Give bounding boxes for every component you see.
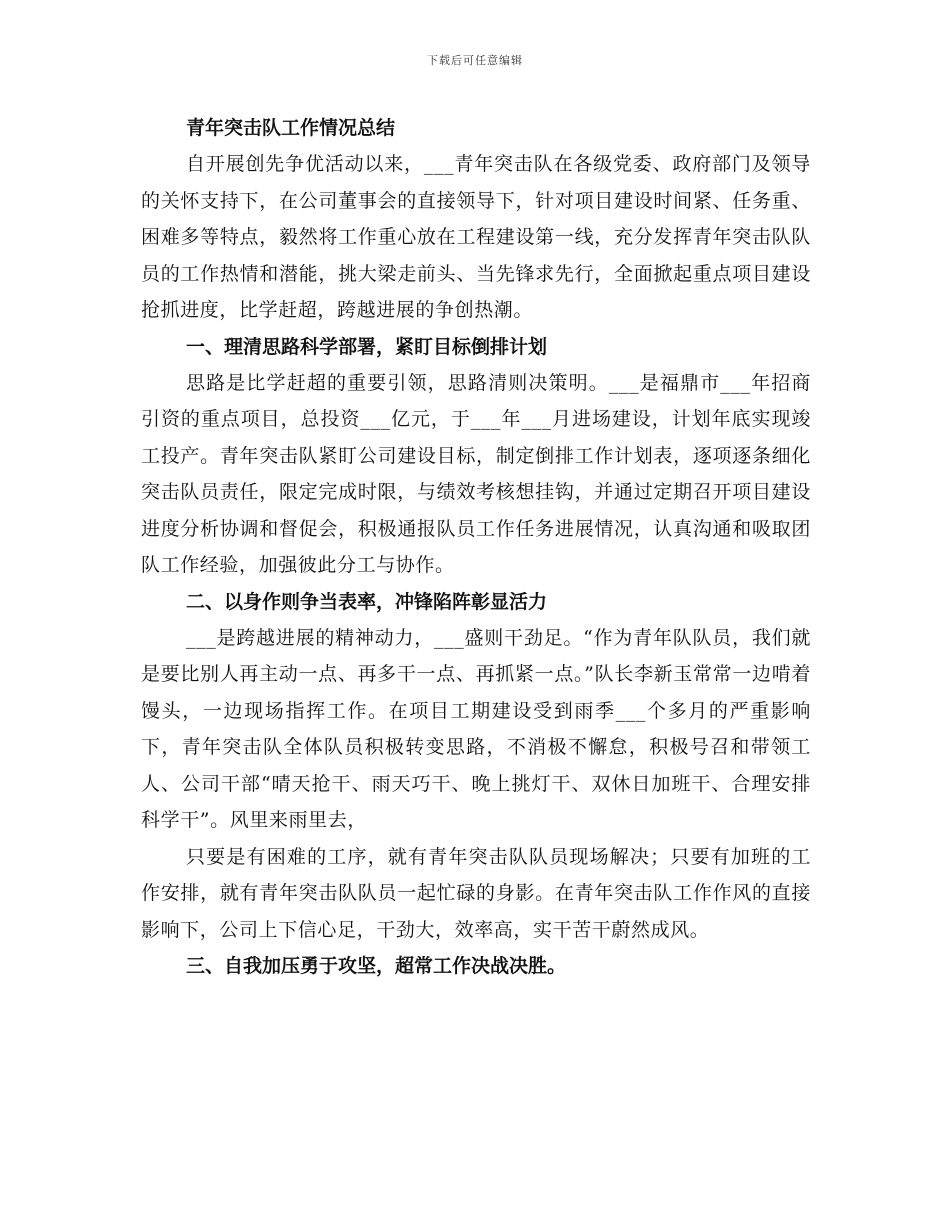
page-header-note: 下载后可任意编辑 (427, 54, 523, 67)
section-2-paragraph-1: ___是跨越进展的精神动力，___盛则干劲足。“作为青年队队员，我们就是要比别人再主动一点、再多干一点、再抓紧一点。”队长李新玉常常一边啃着馒头，一边现场指挥工作。在项目工期建设受到雨季___个多月的严重影响下，青年突击队全体队员积极转变思路，不消极不懈怠，积极号召和带领工人、公司干部“晴天抢干、雨天巧干、晚上挑灯干、双休日加班干、合理安排科学干”。风里来雨里去， (141, 626, 811, 831)
section-1-heading: 一、理清思路科学部署，紧盯目标倒排计划 (186, 335, 548, 358)
intro-paragraph: 自开展创先争优活动以来，___青年突击队在各级党委、政府部门及领导的关怀支持下，在公司董事会的直接领导下，针对项目建设时间紧、任务重、困难多等特点，毅然将工作重心放在工程建设第一线，充分发挥青年突击队队员的工作热情和潜能，挑大梁走前头、当先锋求先行，全面掀起重点项目建设抢抓进度，比学赶超，跨越进展的争创热潮。 (141, 153, 811, 321)
document-body (141, 110, 811, 984)
section-1-paragraph: 思路是比学赶超的重要引领，思路清则决策明。___是福鼎市___年招商引资的重点项目，总投资___亿元，于___年___月进场建设，计划年底实现竣工投产。青年突击队紧盯公司建设目标，制定倒排工作计划表，逐项逐条细化突击队员责任，限定完成时限，与绩效考核想挂钩，并通过定期召开项目建设进度分析协调和督促会，积极通报队员工作任务进展情况，认真沟通和吸取团队工作经验，加强彼此分工与协作。 (141, 371, 811, 576)
section-2-paragraph-2: 只要是有困难的工序，就有青年突击队队员现场解决；只要有加班的工作安排，就有青年突击队队员一起忙碌的身影。在青年突击队工作作风的直接影响下，公司上下信心足，干劲大，效率高，实干苦干蔚然成风。 (141, 845, 811, 941)
document-title: 青年突击队工作情况总结 (186, 117, 396, 139)
section-3-heading: 三、自我加压勇于攻坚，超常工作决战决胜。 (186, 955, 567, 977)
section-2-heading: 二、以身作则争当表率，冲锋陷阵彰显活力 (186, 590, 548, 613)
